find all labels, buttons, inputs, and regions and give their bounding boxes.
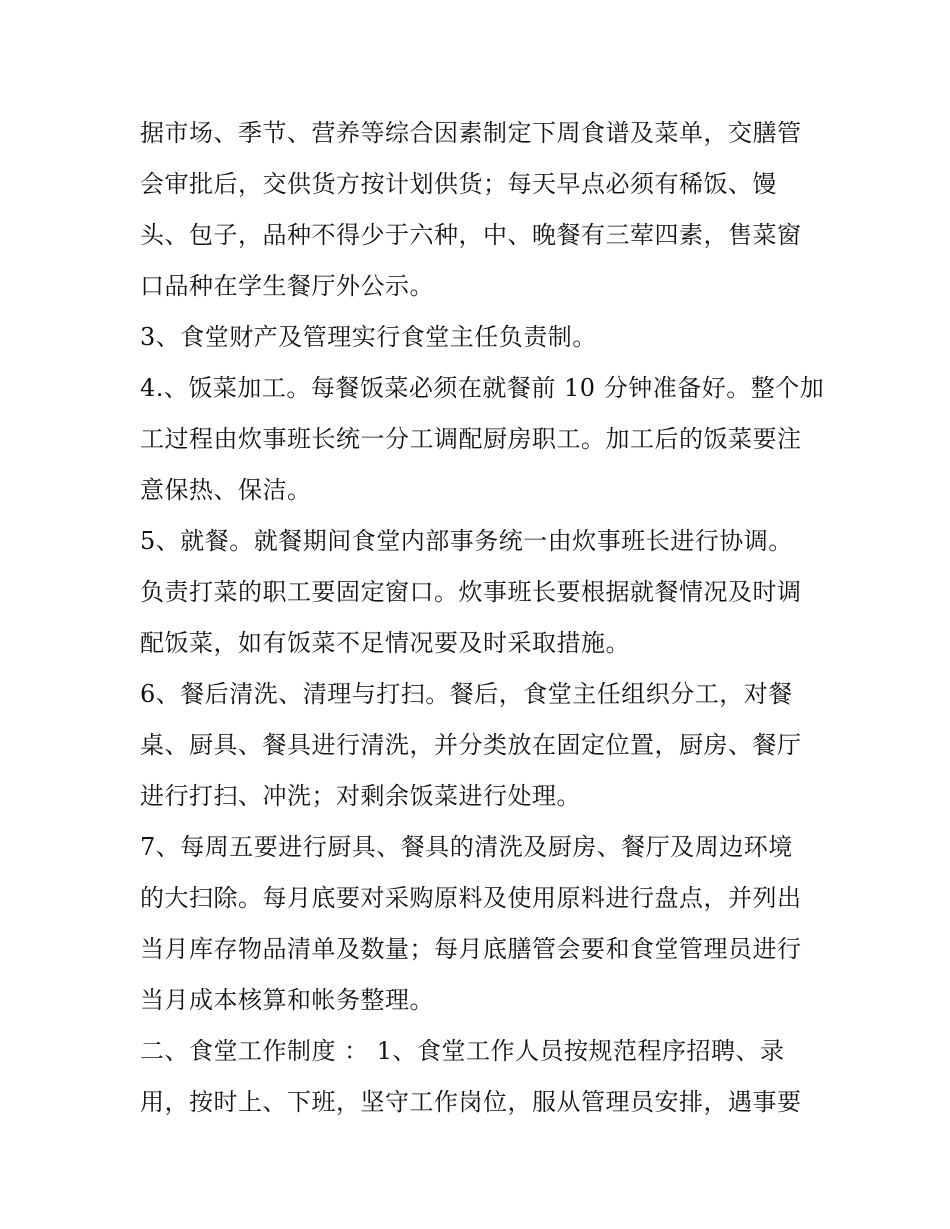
- text-line: 进行打扫、冲洗；对剩余饭菜进行处理。: [140, 782, 581, 810]
- text-line: 二、食堂工作制度 ： 1、食堂工作人员按规范程序招聘、录: [140, 1037, 785, 1065]
- text-line: 5、就餐。就餐期间食堂内部事务统一由炊事班长进行协调。: [140, 527, 793, 555]
- paragraph-item-3: [140, 312, 820, 363]
- text-line: 口品种在学生餐厅外公示。: [140, 272, 434, 300]
- text-line: 当月库存物品清单及数量；每月底膳管会要和食堂管理员进行: [140, 935, 802, 963]
- text-line: 4.、饭菜加工。每餐饭菜必须在就餐前 10 分钟准备好。整个加: [140, 374, 825, 402]
- text-line: 头、包子，品种不得少于六种，中、晚餐有三荤四素，售菜窗: [140, 221, 802, 249]
- text-line: 桌、厨具、餐具进行清洗，并分类放在固定位置，厨房、餐厅: [140, 731, 802, 759]
- text-line: 当月成本核算和帐务整理。: [140, 986, 434, 1014]
- text-line: 的大扫除。每月底要对采购原料及使用原料进行盘点，并列出: [140, 884, 802, 912]
- text-line: 配饭菜，如有饭菜不足情况要及时采取措施。: [140, 629, 630, 657]
- text-line: 7、每周五要进行厨具、餐具的清洗及厨房、餐厅及周边环境: [140, 833, 793, 861]
- document-body: [140, 108, 825, 1128]
- paragraph-item-6: [140, 669, 820, 822]
- text-line: 据市场、季节、营养等综合因素制定下周食谱及菜单，交膳管: [140, 119, 802, 147]
- text-line: 意保热、保洁。: [140, 476, 312, 504]
- text-line: 3、食堂财产及管理实行食堂主任负责制。: [140, 323, 597, 351]
- paragraph-item-7: [140, 822, 820, 1026]
- paragraph-item-4: [140, 363, 825, 516]
- text-line: 工过程由炊事班长统一分工调配厨房职工。加工后的饭菜要注: [140, 425, 802, 453]
- paragraph-menu-planning: [140, 108, 820, 312]
- text-line: 负责打菜的职工要固定窗口。炊事班长要根据就餐情况及时调: [140, 578, 802, 606]
- text-line: 6、餐后清洗、清理与打扫。餐后，食堂主任组织分工，对餐: [140, 680, 793, 708]
- text-line: 用，按时上、下班，坚守工作岗位，服从管理员安排，遇事要: [140, 1088, 802, 1116]
- paragraph-item-5: [140, 516, 820, 669]
- paragraph-section-2: [140, 1026, 820, 1128]
- text-line: 会审批后，交供货方按计划供货；每天早点必须有稀饭、馒: [140, 170, 777, 198]
